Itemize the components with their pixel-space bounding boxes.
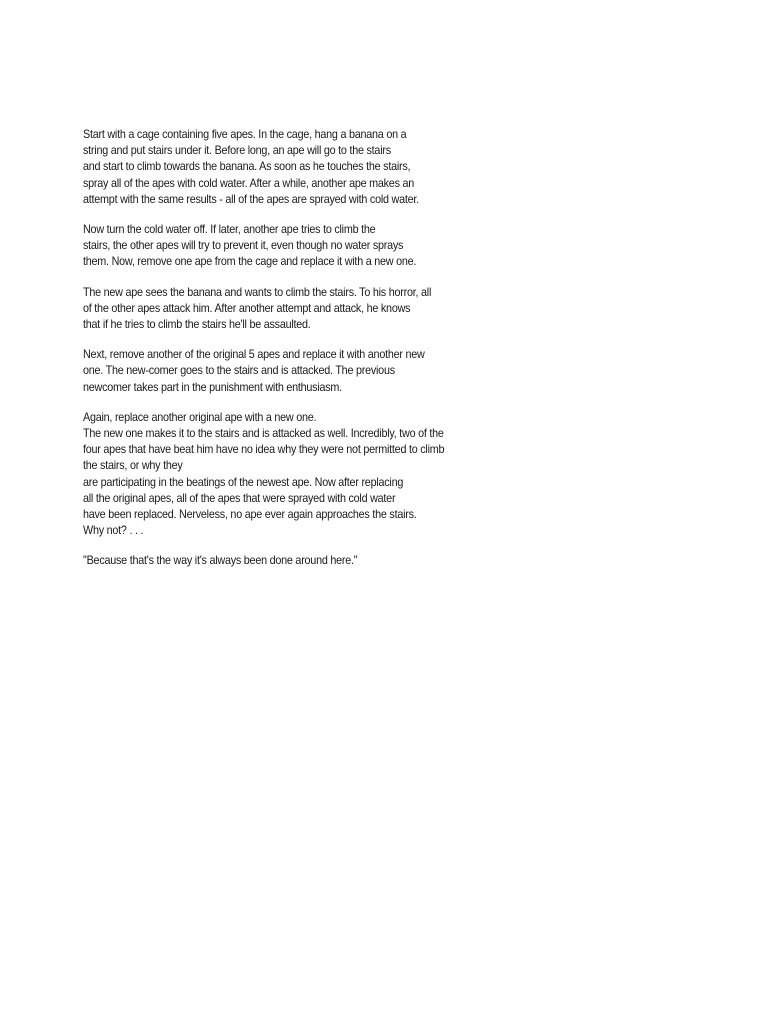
text-line: stairs, the other apes will try to prevent it, even though no water sprays xyxy=(83,239,404,253)
text-line: Why not? . . . xyxy=(83,524,144,538)
text-line: Next, remove another of the original 5 apes and replace it with another new xyxy=(83,348,425,362)
paragraph-2 xyxy=(83,222,529,271)
text-line: one. The new-comer goes to the stairs and is attacked. The previous xyxy=(83,364,395,378)
document-body xyxy=(83,127,529,584)
text-line: newcomer takes part in the punishment with enthusiasm. xyxy=(83,380,342,394)
paragraph-4 xyxy=(83,347,529,396)
text-line: The new one makes it to the stairs and is attacked as well. Incredibly, two of the xyxy=(83,427,444,441)
text-line: are participating in the beatings of the newest ape. Now after replacing xyxy=(83,475,404,489)
text-line: attempt with the same results - all of the apes are sprayed with cold water. xyxy=(83,192,419,206)
text-line: of the other apes attack him. After another attempt and attack, he knows xyxy=(83,301,411,315)
text-line: "Because that's the way it's always been done around here." xyxy=(83,554,358,568)
text-line: spray all of the apes with cold water. After a while, another ape makes an xyxy=(83,176,415,190)
paragraph-5 xyxy=(83,410,529,540)
text-line: all the original apes, all of the apes that were sprayed with cold water xyxy=(83,491,396,505)
text-line: string and put stairs under it. Before long, an ape will go to the stairs xyxy=(83,144,391,158)
text-line: Start with a cage containing five apes. In the cage, hang a banana on a xyxy=(83,128,407,141)
paragraph-6-quote xyxy=(83,553,529,569)
text-line: them. Now, remove one ape from the cage and replace it with a new one. xyxy=(83,255,417,269)
paragraph-3 xyxy=(83,285,529,334)
text-line: Again, replace another original ape with a new one. xyxy=(83,410,317,424)
text-line: The new ape sees the banana and wants to climb the stairs. To his horror, all xyxy=(83,285,432,299)
text-line: and start to climb towards the banana. As soon as he touches the stairs, xyxy=(83,160,411,174)
text-line: have been replaced. Nerveless, no ape ever again approaches the stairs. xyxy=(83,508,417,522)
paragraph-1 xyxy=(83,127,529,208)
text-line: Now turn the cold water off. If later, another ape tries to climb the xyxy=(83,223,376,237)
text-line: the stairs, or why they xyxy=(83,459,183,473)
text-line: that if he tries to climb the stairs he'll be assaulted. xyxy=(83,318,311,332)
text-line: four apes that have beat him have no idea why they were not permitted to climb xyxy=(83,443,445,457)
